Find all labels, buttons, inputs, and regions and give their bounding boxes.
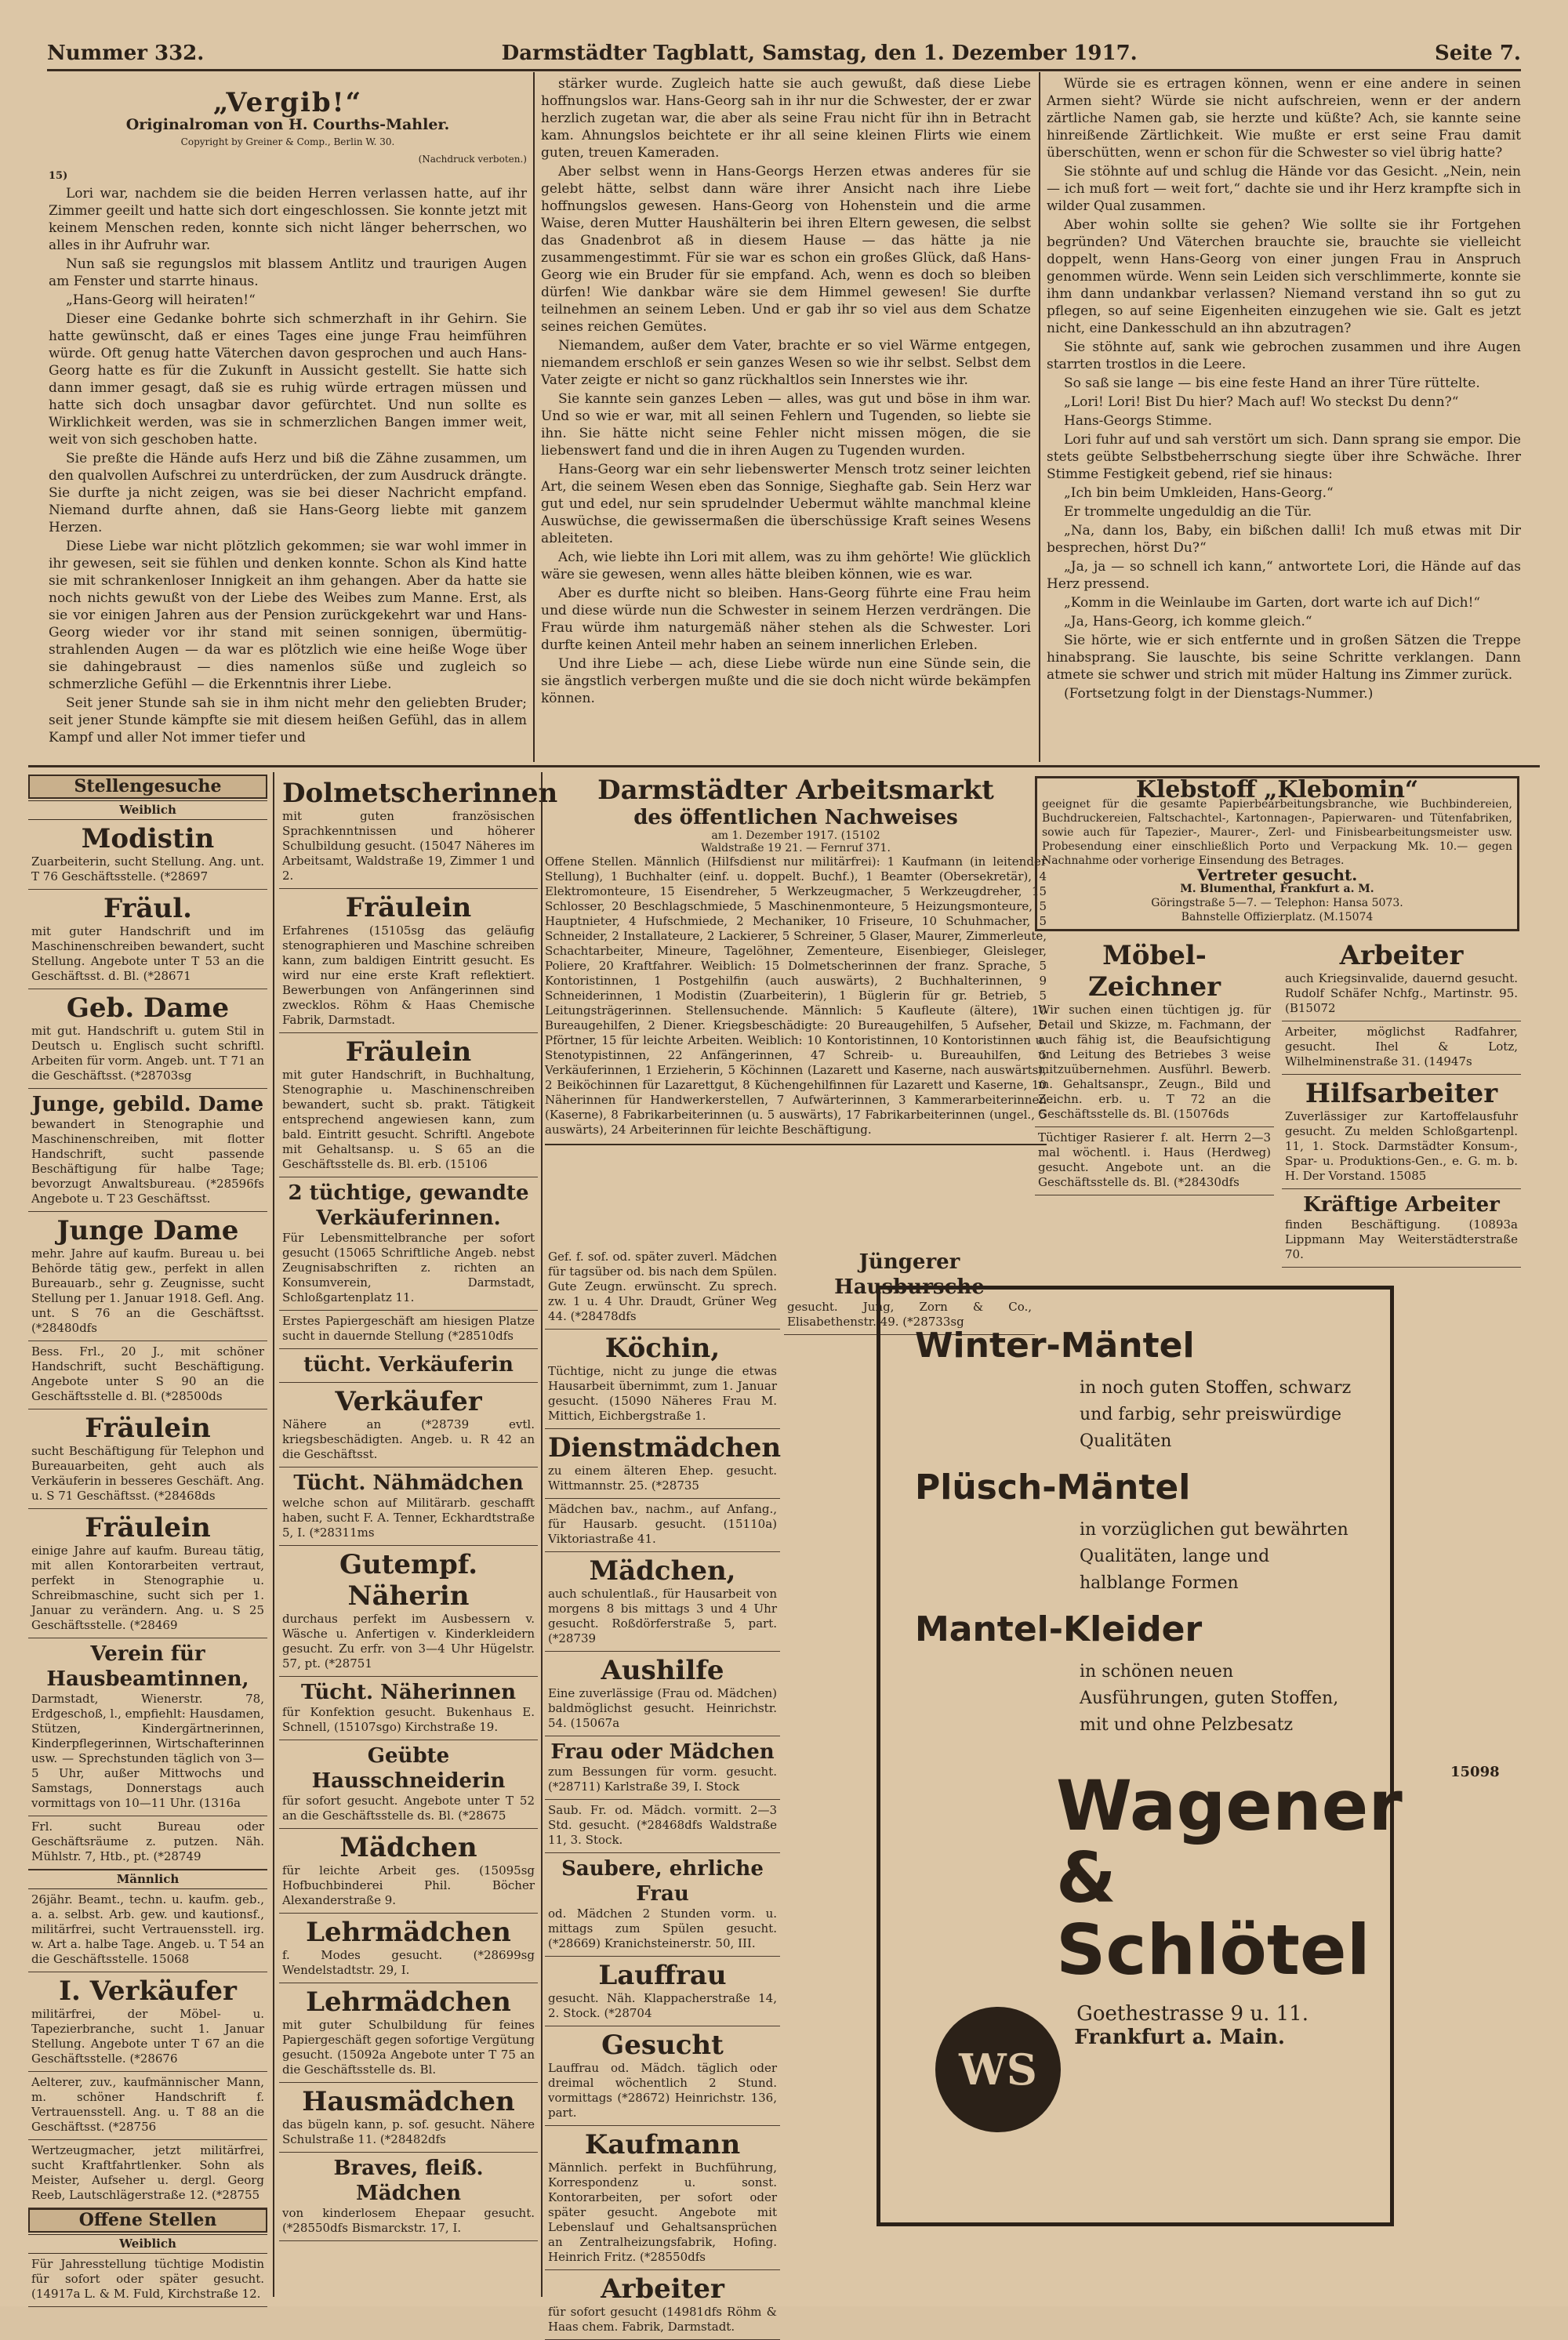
classified-ad: [279, 1740, 538, 1829]
novel-text-2: [541, 75, 1031, 707]
ad-headline: Hausmädchen: [302, 2086, 515, 2117]
ads-column-3: [545, 1246, 780, 2340]
classified-ad: [279, 1677, 538, 1740]
ad-body: Mädchen bav., nachm., auf Anfang., für Hausarb. gesucht. (15110a) Viktoriastraße 41.: [548, 1502, 777, 1546]
ad-body: Tüchtige, nicht zu junge die etwas Hausarbeit übernimmt, zum 1. Januar gesucht. (15090 Näheres Frau M. Mittich, Eichbergstraße 1.: [548, 1364, 777, 1423]
ad-headline: Arbeiter: [601, 2273, 724, 2305]
novel-paragraph: (Fortsetzung folgt in der Dienstags-Nummer.): [1064, 686, 1374, 702]
ad-body: Männlich. perfekt in Buchführung, Korrespondenz u. sonst. Kontorarbeiten, per sofort oder später gesucht. Angebote mit Lebenslauf und Gehaltsansprüchen an Zentralheizungsfabrik, Hofing. Heinrich Fritz. (*28550dfs: [548, 2160, 777, 2264]
novel-paragraph: Aber wohin sollte sie gehen? Wie sollte sie ihr Fortgehen begründen? Und Väterchen brauchte sie, brauchte sie vielleicht doppelt, wenn Hans-Georg von einer jungen Frau in Anspruch genommen würde. Wenn sein Leiden sich verschlimmerte, konnte sie ihm dann undankbar verlassen? Niemand verstand ihn so gut zu pflegen, so auf seine Eigenheiten einzugehen wie sie. Galt es jetzt nicht, eine Dankesschuld an ihn abzutragen?: [1047, 217, 1521, 336]
classified-ad: [28, 1816, 267, 1870]
classified-ad: [545, 1246, 780, 1330]
ad-headline: Jüngerer Hausbursche: [834, 1250, 985, 1299]
ad-headline: Lehrmädchen: [306, 1986, 511, 2018]
classified-ad: [545, 1957, 780, 2026]
ad-body: mit guten französischen Sprachkenntnissen und höherer Schulbildung gesucht. (15047 Näheres im Arbeitsamt, Waldstraße 19, Zimmer 1 und 2.: [282, 809, 535, 883]
klebstoff-firm-address: Göringstraße 5—7. — Telephon: Hansa 5073.: [1151, 897, 1403, 909]
klebstoff-firm: M. Blumenthal, Frankfurt a. M.: [1180, 883, 1374, 895]
ad-body: Gef. f. sof. od. später zuverl. Mädchen für tagsüber od. bis nach dem Spülen. Gute Zeugn. erwünscht. Zu sprech. zw. 1 u. 4 Uhr. Draudt, Grüner Weg 44. (*28478dfs: [548, 1250, 777, 1323]
klebstoff-body: geeignet für die gesamte Papierbearbeitungsbranche, wie Buchbindereien, Buchdruckereien, Faltschachtel-, Kartonnagen-, Papierwaren- und Tütenfabriken, sowie auch für Tapezier-, Maurer-, Zerl- und Finisbearbeitungsmeister usw. Probesendung einer einschließlich Porto und Verpackung Mk. 10.— gegen Nachnahme oder vorherige Einsendung des Betrages.: [1042, 798, 1512, 867]
ad-headline: Aushilfe: [601, 1655, 724, 1686]
novel-copyright: Copyright by Greiner & Comp., Berlin W. 30.: [180, 136, 395, 147]
ad-body: zum Bessungen für vorm. gesucht. (*28711) Karlstraße 39, I. Stock: [548, 1765, 777, 1794]
novel-paragraph: „Ja, ja — so schnell ich kann,“ antwortete Lori, die Hände auf das Herz pressend.: [1047, 559, 1521, 592]
ad-body: Aelterer, zuv., kaufmännischer Mann, m. schöner Handschrift f. Vertrauensstell. Ang. u. T 88 an die Geschäftsst. (*28756: [31, 2075, 264, 2134]
novel-paragraph: Sie hörte, wie er sich entfernte und in großen Sätzen die Treppe hinabsprang. Sie lauschte, bis seine Schritte verklangen. Dann atmete sie schwer und strich mit müder Haltung ins Zimmer zurück.: [1047, 633, 1521, 683]
novel-column-2: [541, 75, 1031, 709]
ad-headline: Fräulein: [345, 892, 472, 923]
ad-headline: Lauffrau: [598, 1960, 727, 1991]
ad-headline: Köchin,: [604, 1333, 720, 1364]
mantel-city: Frankfurt a. Main.: [1074, 2026, 1285, 2049]
ad-body: od. Mädchen 2 Stunden vorm. u. mittags zum Spülen gesucht. (*28669) Kranichsteinerstr. 50, III.: [548, 1906, 777, 1950]
ad-list-weiblich: [28, 820, 267, 1870]
ad-body: für Konfektion gesucht. Bukenhaus E. Schnell, (15107sgo) Kirchstraße 19.: [282, 1705, 535, 1734]
ad-headline: Tücht. Nähmädchen: [293, 1471, 524, 1495]
ad-body: gesucht. Näh. Klappacherstraße 14, 2. Stock. (*28704: [548, 1991, 777, 2020]
novel-title-block: [49, 87, 527, 168]
ad-body: zu einem älteren Ehep. gesucht. Wittmannstr. 25. (*28735: [548, 1464, 777, 1493]
column-rule: [1039, 72, 1040, 762]
classified-ad: [279, 1177, 538, 1311]
page-number: Seite 7.: [1435, 42, 1521, 65]
ad-body: für sofort gesucht (14981dfs Röhm & Haas chem. Fabrik, Darmstadt.: [548, 2305, 777, 2334]
novel-paragraph: Er trommelte ungeduldig an die Tür.: [1064, 504, 1312, 520]
ad-body: gesucht. Jung, Zorn & Co., Elisabethenstr. 49. (*28733sg: [787, 1300, 1032, 1329]
novel-column-3: [1047, 75, 1521, 704]
ad-body: militärfrei, der Möbel- u. Tapezierbranche, sucht 1. Januar Stellung. Angebote unter T 67 an die Geschäftsstelle. (*28676: [31, 2007, 264, 2066]
ad-headline: Hilfsarbeiter: [1305, 1078, 1498, 1109]
novel-reprint: (Nachdruck verboten.): [418, 154, 527, 165]
ad-headline: Junge Dame: [56, 1215, 239, 1246]
ad-body: für sofort gesucht. Angebote unter T 52 an die Geschäftsstelle ds. Bl. (*28675: [282, 1794, 535, 1823]
classified-ad: [279, 2153, 538, 2241]
section-offene-stellen: Offene Stellen: [28, 2208, 267, 2233]
classified-ad: [279, 1033, 538, 1177]
novel-paragraph: Sie preßte die Hände aufs Herz und biß die Zähne zusammen, um den qualvollen Aufschrei zu unterdrücken, der zum Ausdruck drängte. Sie durfte ja nicht zeigen, was sie bei dieser Nachricht empfand. Niemand durfte ahnen, daß sie Hans-Georg liebte mit ganzem Herzen.: [49, 451, 527, 535]
klebstoff-vertreter: Vertreter gesucht.: [1196, 865, 1358, 884]
classified-ad: [279, 1311, 538, 1349]
novel-paragraph: Nun saß sie regungslos mit blassem Antlitz und traurigen Augen am Fenster und starrte hinaus.: [49, 256, 527, 289]
page-header: [47, 38, 1521, 71]
ad-headline: Mädchen,: [589, 1555, 736, 1587]
ad-body: durchaus perfekt im Ausbessern v. Wäsche u. Anfertigen v. Kinderkleidern gesucht. Zu erfr. von 3—4 Uhr Hügelstr. 57, pt. (*28751: [282, 1612, 535, 1671]
section-stellengesuche: Stellengesuche: [28, 775, 267, 799]
ad-body: mit guter Handschrift und im Maschinenschreiben bewandert, sucht Stellung. Angebote unter T 53 an die Geschäftsst. d. Bl. (*28671: [31, 924, 264, 983]
market-title: Darmstädter Arbeitsmarkt: [597, 775, 994, 806]
classified-ad: [28, 890, 267, 989]
novel-paragraph: „Hans-Georg will heiraten!“: [66, 292, 256, 308]
ad-headline: Verein für Hausbeamtinnen,: [46, 1642, 249, 1691]
klebstoff-branch: Bahnstelle Offizierplatz. (M.15074: [1181, 911, 1374, 923]
ad-headline: Tücht. Näherinnen: [301, 1681, 516, 1704]
novel-paragraph: „Ja, Hans-Georg, ich komme gleich.“: [1064, 614, 1312, 629]
ad-headline: Dienstmädchen: [548, 1432, 782, 1464]
ad-headline: Kaufmann: [584, 2129, 741, 2160]
classified-ad: [1282, 1189, 1521, 1268]
novel-paragraph: Lori fuhr auf und sah verstört um sich. Dann sprang sie empor. Die stets geübte Selbstbeherrschung siegte über ihre Schwäche. Ihrer Stimme Festigkeit gebend, rief sie hinaus:: [1047, 432, 1521, 482]
ad-headline: Geb. Dame: [66, 992, 230, 1024]
ad-body: mit guter Schulbildung für feines Papiergeschäft gegen sofortige Vergütung gesucht. (15092a Angebote unter T 75 an die Geschäftsstelle ds. Bl.: [282, 2018, 535, 2077]
ad-headline: Junge, gebild. Dame: [31, 1093, 264, 1116]
market-address: Waldstraße 19 21. — Fernruf 371.: [701, 842, 891, 854]
classified-ad: [28, 1889, 267, 1972]
novel-paragraph: Seit jener Stunde sah sie in ihm nicht mehr den geliebten Bruder; seit jener Stunde kämpfte sie mit diesem heißen Gefühl, das in allem Kampf und aller Not immer tiefer und: [49, 695, 527, 746]
novel-paragraph: stärker wurde. Zugleich hatte sie auch gewußt, daß diese Liebe hoffnungslos war. Hans-Georg sah in ihr nur die Schwester, der er zwar herzlich zugetan war, die aber als seine Frau nicht für ihn in Betracht kam. Ahnungslos beichtete er ihr all seine kleinen Flirts wie einem guten, treuen Kameraden.: [541, 76, 1031, 161]
ad-body: von kinderlosem Ehepaar gesucht. (*28550dfs Bismarckstr. 17, I.: [282, 2206, 535, 2235]
ad-body: Tüchtiger Rasierer f. alt. Herrn 2—3 mal wöchentl. i. Haus (Herdweg) gesucht. Angebote unt. an die Geschäftsstelle ds. Bl. (*28430dfs: [1038, 1130, 1271, 1189]
mantel-address: Goethestrasse 9 u. 11.: [1076, 2002, 1308, 2026]
classified-ad: [279, 1349, 538, 1383]
classified-ad: [545, 1499, 780, 1552]
novel-paragraph: Sie stöhnte auf, sank wie gebrochen zusammen und ihre Augen starrten trostlos in die Leere.: [1047, 339, 1521, 372]
ad-body: bewandert in Stenographie und Maschinenschreiben, mit flotter Handschrift, sucht passende Beschäftigung für halbe Tage; bevorzugt Anwaltsbureau. (*28596fs Angebote u. T 23 Geschäftsst.: [31, 1117, 264, 1206]
ad-body: Lauffrau od. Mädch. täglich oder dreimal wöchentlich 2 Stund. vormittags (*28672) Heinrichstr. 136, part.: [548, 2061, 777, 2120]
ads-column-2: [279, 775, 558, 2241]
novel-paragraph: „Ich bin beim Umkleiden, Hans-Georg.“: [1064, 485, 1334, 501]
mantel-heading-kleider: Mantel-Kleider: [915, 1609, 1203, 1649]
ad-headline: Mädchen: [339, 1832, 477, 1863]
classified-ad: [545, 1800, 780, 1853]
ad-body: Darmstadt, Wienerstr. 78, Erdgeschoß, l., empfiehlt: Hausdamen, Stützen, Kindergärtnerinnen, Kinderpflegerinnen, Wirtschafterinnen usw. — Sprechstunden täglich von 3—5 Uhr, außer Mittwochs und Samstags, Donnerstags auch vormittags von 10—11 Uhr. (1316a: [31, 1692, 264, 1810]
ad-body: Saub. Fr. od. Mädch. vormitt. 2—3 Std. gesucht. (*28468dfs Waldstraße 11, 3. Stock.: [548, 1803, 777, 1847]
ad-headline: Verkäufer: [335, 1386, 482, 1417]
ad-body: Für Jahresstellung tüchtige Modistin für sofort oder später gesucht. (14917a L. & M. Fuld, Kirchstraße 12.: [31, 2257, 264, 2301]
ad-body: Wir suchen einen tüchtigen jg. für Detail und Skizze, m. Fachmann, der auch fähig ist, die Beaufsichtigung und Leitung des Betriebes 3 weise mitzuübernehmen. Ausführl. Bewerb. m. Gehaltsanspr., Zeugn., Bild und Zeichn. erb. u. T 72 an die Geschäftsstelle ds. Bl. (15076ds: [1038, 1003, 1271, 1121]
novel-paragraph: Dieser eine Gedanke bohrte sich schmerzhaft in ihr Gehirn. Sie hatte gewünscht, daß er eines Tages eine junge Frau heimführen würde. Oft genug hatte Väterchen davon gesprochen und auch Hans-Georg hatte es für die Zukunft in Aussicht gestellt. Sie hatte sich dann immer gesagt, daß sie es ruhig würde ertragen müssen und hatte sich doch unsagbar davor gefürchtet. Und nun sollte es Wirklichkeit werden, was sie in schmerzlichen Bangen immer weit, weit von sich geschoben hatte.: [49, 311, 527, 448]
ad-body: Erstes Papiergeschäft am hiesigen Platze sucht in dauernde Stellung (*28510dfs: [282, 1314, 535, 1343]
classified-ad: [545, 2026, 780, 2126]
classified-ad: [545, 2126, 780, 2270]
ad-headline: Möbel-Zeichner: [1087, 940, 1221, 1003]
ad-headline: Fräulein: [345, 1036, 472, 1068]
market-date: am 1. Dezember 1917. (15102: [711, 829, 880, 842]
mantel-heading-winter: Winter-Mäntel: [915, 1326, 1195, 1366]
ad-body: 26jähr. Beamt., techn. u. kaufm. geb., a. a. selbst. Arb. gew. und kautionsf., militärfrei, sucht Vertrauensstell. irg. w. Art a. halbe Tage. Angeb. u. T 54 an die Geschäftsstelle. 15068: [31, 1892, 264, 1966]
novel-paragraph: Sie stöhnte auf und schlug die Hände vor das Gesicht. „Nein, nein — ich muß fort — weit fort,“ dachte sie und ihr Herz krampfte sich in wilder Qual zusammen.: [1047, 164, 1521, 214]
classified-ad: [545, 1652, 780, 1736]
paper-title: Darmstädter Tagblatt, Samstag, den 1. Dezember 1917.: [501, 42, 1138, 65]
ad-body: einige Jahre auf kaufm. Bureau tätig, mit allen Kontorarbeiten vertraut, perfekt in Stenographie u. Schreibmaschine, sucht sich per 1. Januar zu verändern. Ang. u. S 25 Geschäftsstelle. (*28469: [31, 1544, 264, 1632]
ad-headline: Kräftige Arbeiter: [1303, 1193, 1500, 1217]
novel-paragraph: Aber selbst wenn in Hans-Georgs Herzen etwas anderes für sie gelebt hätte, selbst dann wäre ihrer Ansicht nach ihre Liebe hoffnungslos gewesen. Hans-Georg von Hohenstein und die arme Waise, deren Mutter Haushälterin bei ihren Eltern gewesen, die selbst das Gnadenbrot aß in diesem Hause — das hätte ja nie zusammengestimmt. Für sie war es schon ein großes Glück, daß Hans-Georg wie ein Bruder für sie empfand. Ach, wenn es doch so bleiben dürfen! Wie dankbar wäre sie dem Himmel gewesen! Sie durfte teilnehmen an seinem Leben. Und er gab ihr so viel aus dem Schatze seines reichen Gemütes.: [541, 164, 1031, 335]
brand-wagener: Wagener: [1056, 1765, 1403, 1846]
mantel-text-winter: in noch guten Stoffen, schwarz und farbig, sehr preiswürdige Qualitäten: [1080, 1378, 1352, 1451]
klebstoff-title: Klebstoff „Klebomin“: [1135, 776, 1419, 804]
ad-headline: I. Verkäufer: [59, 1975, 237, 2007]
classified-ad: [1035, 937, 1274, 1127]
classified-ad: [279, 1914, 538, 1983]
ad-body: Erfahrenes (15105sg das geläufig stenographieren und Maschine schreiben kann, zum baldigen Eintritt gesucht. Es wird nur eine erste Kraft reflektiert. Bewerbungen von Anfängerinnen sind zwecklos. Röhm & Haas Chemische Fabrik, Darmstadt.: [282, 923, 535, 1027]
classified-ad: [28, 2140, 267, 2208]
ad-headline: Geübte Hausschneiderin: [311, 1744, 506, 1793]
classified-ad: [545, 1736, 780, 1800]
novel-paragraph: „Komm in die Weinlaube im Garten, dort warte ich auf Dich!“: [1064, 595, 1481, 611]
classified-ad: [28, 1972, 267, 2072]
classified-ad: [279, 1467, 538, 1546]
ad-body: auch schulentlaß., für Hausarbeit von morgens 8 bis mittags 3 und 4 Uhr gesucht. Roßdörferstraße 5, part. (*28739: [548, 1587, 777, 1645]
ad-headline: Braves, fleiß. Mädchen: [333, 2157, 484, 2205]
novel-paragraph: So saß sie lange — bis eine feste Hand an ihrer Türe rüttelte.: [1064, 375, 1480, 391]
classified-ad: [279, 2083, 538, 2153]
classified-ad: [545, 1330, 780, 1429]
ad-headline: Lehrmädchen: [306, 1917, 511, 1948]
classified-ad: [279, 1829, 538, 1914]
ad-list-maennlich: [28, 1889, 267, 2208]
classified-ad: [279, 889, 538, 1033]
ad-headline: Fräulein: [85, 1413, 211, 1444]
ad-list-offene: [28, 2254, 267, 2307]
ad-body: Nähere an (*28739 evtl. kriegsbeschädigten. Angeb. u. R 42 an die Geschäftsst.: [282, 1417, 535, 1461]
section-divider: [28, 765, 1540, 767]
novel-paragraph: Niemandem, außer dem Vater, brachte er so viel Wärme entgegen, niemandem erschloß er sein ganzes Wesen so wie ihr selbst. Selbst dem Vater zeigte er nicht so ganz rückhaltlos sein Innerstes wie ihr.: [541, 338, 1031, 388]
classified-ad: [28, 2072, 267, 2140]
ad-body: Für Lebensmittelbranche per sofort gesucht (15065 Schriftliche Angeb. nebst Zeugnisabschriften z. richten an Konsumverein, Darmstadt, Schloßgartenplatz 11.: [282, 1231, 535, 1304]
ad-body: Bess. Frl., 20 J., mit schöner Handschrift, sucht Beschäftigung. Angebote unter S 90 an die Geschäftsstelle d. Bl. (*28500ds: [31, 1344, 264, 1403]
classified-ad: [1035, 1127, 1274, 1195]
column-rule: [541, 772, 543, 2297]
ad-list-col2: [279, 775, 558, 2241]
brand-schloetel: & Schlötel: [1056, 1838, 1370, 1990]
ad-body: Arbeiter, möglichst Radfahrer, gesucht. Ihel & Lotz, Wilhelminenstraße 31. (14947s: [1285, 1025, 1518, 1068]
classified-ad: [28, 989, 267, 1089]
ad-body: das bügeln kann, p. sof. gesucht. Nähere Schulstraße 11. (*28482dfs: [282, 2117, 535, 2146]
ad-headline: Fräul.: [103, 893, 192, 924]
novel-column-1: [49, 78, 527, 748]
ad-headline: 2 tüchtige, gewandte Verkäuferinnen.: [288, 1181, 529, 1230]
column-rule: [533, 72, 535, 762]
novel-subtitle: Originalroman von H. Courths-Mahler.: [125, 116, 450, 133]
chapter-number: 15): [49, 170, 68, 182]
ad-body: Frl. sucht Bureau oder Geschäftsräume z. putzen. Näh. Mühlstr. 7, Htb., pt. (*28749: [31, 1819, 264, 1863]
ad-body: mit gut. Handschrift u. gutem Stil in Deutsch u. Englisch sucht schriftl. Arbeiten für vorm. Angeb. unt. T 71 an die Geschäftsst. (*28703sg: [31, 1024, 264, 1083]
classified-ad: [1282, 1075, 1521, 1189]
novel-paragraph: Aber es durfte nicht so bleiben. Hans-Georg führte eine Frau heim und diese würde nun die Schwester in seinem Herzen verdrängen. Die Frau würde ihm naturgemäß näher stehen als die Schwester. Lori durfte keinen Anteil mehr haben an seinem innerlichen Erleben.: [541, 586, 1031, 653]
ad-body: auch Kriegsinvalide, dauernd gesucht. Rudolf Schäfer Nchfg., Martinstr. 95. (B15072: [1285, 971, 1518, 1015]
ad-headline: Frau oder Mädchen: [550, 1740, 775, 1764]
novel-title: „Vergib!“: [212, 87, 363, 118]
ad-headline: Saubere, ehrliche Frau: [561, 1857, 764, 1906]
ad-body: welche schon auf Militärarb. geschafft haben, sucht F. A. Tenner, Eckhardtstraße 5, I. (*28311ms: [282, 1496, 535, 1540]
subsection-maennlich: Männlich: [28, 1870, 267, 1889]
classified-ad: [279, 1546, 538, 1677]
ad-headline: Fräulein: [85, 1512, 211, 1544]
ad-body: mehr. Jahre auf kaufm. Bureau u. bei Behörde tätig gew., perfekt in allen Bureauarb., sehr g. Zeugnisse, sucht Stellung per 1. Januar 1918. Gefl. Ang. unt. S 76 an die Geschäftsst. (*28480dfs: [31, 1246, 264, 1335]
novel-paragraph: Lori war, nachdem sie die beiden Herren verlassen hatte, auf ihr Zimmer geeilt und hatte sich dort eingeschlossen. Sie konnte jetzt mit keinem Menschen reden, konnte sich nicht länger beherrschen, wo alles in ihr Aufruhr war.: [49, 186, 527, 253]
subsection-weiblich: Weiblich: [28, 800, 267, 820]
classified-ad: [28, 1089, 267, 1212]
ad-body: finden Beschäftigung. (10893a Lippmann May Weiterstädterstraße 70.: [1285, 1217, 1518, 1261]
novel-paragraph: Diese Liebe war nicht plötzlich gekommen; sie war wohl immer in ihr gewesen, seit sie fühlen und denken konnte. Schon als Kind hatte sie mit schrankenloser Innigkeit an ihm gehangen. Aber da hatte sie noch nichts gewußt von der Liebe des Weibes zum Manne. Erst, als sie vor einigen Jahren aus der Pension zurückgekehrt war und Hans-Georg wieder vor ihr stand mit seinen sonnigen, übermütig-strahlenden Augen — da war es plötzlich wie eine heiße Woge über sie dahingebraust — dies namenlos süße und zugleich so schmerzliche Gefühl — die Erkenntnis ihrer Liebe.: [49, 539, 527, 692]
novel-paragraph: Ach, wie liebte ihn Lori mit allem, was zu ihm gehörte! Wie glücklich wäre sie gewesen, wenn alles hätte bleiben können, wie es war.: [541, 550, 1031, 582]
issue-number: Nummer 332.: [47, 42, 205, 65]
classified-ad: [545, 1853, 780, 1957]
classified-ad: [1282, 937, 1521, 1021]
company-logo: WS: [935, 2007, 1061, 2132]
classified-ad: [545, 1429, 780, 1499]
ad-body: Zuarbeiterin, sucht Stellung. Ang. unt. T 76 Geschäftsstelle. (*28697: [31, 854, 264, 883]
novel-text-1: [49, 185, 527, 746]
mantel-ad: [877, 1286, 1403, 2226]
ad-body: für leichte Arbeit ges. (15095sg Hofbuchbinderei Phil. Böcher Alexanderstraße 9.: [282, 1863, 535, 1907]
ad-headline: Arbeiter: [1339, 940, 1464, 971]
classified-ad: [28, 820, 267, 890]
ad-list-right: [1035, 937, 1521, 1268]
novel-paragraph: Würde sie es ertragen können, wenn er eine andere in seinen Armen sieht? Würde sie nicht aufschreien, wenn er der andern zärtliche Namen gab, sie herzte und küßte? Ach, sie kannte seine hinreißende Zärtlichkeit. Wie mußte er erst seine Frau damit überschütten, wenn er schon für die Schwester so viel übrig hatte?: [1047, 76, 1521, 161]
classified-ad: [279, 1983, 538, 2083]
novel-paragraph: Und ihre Liebe — ach, diese Liebe würde nun eine Sünde sein, die sie ängstlich verbergen mußte und die sie doch nicht würde bekämpfen können.: [541, 656, 1031, 706]
ad-body: mit guter Handschrift, in Buchhaltung, Stenographie u. Maschinenschreiben bewandert, sucht sb. prakt. Tätigkeit entsprechend angewiesen kann, zum bald. Eintritt gesucht. Schriftl. Angebote mit Gehaltsansp. u. S 65 an die Geschäftsstelle ds. Bl. erb. (15106: [282, 1068, 535, 1171]
novel-paragraph: „Na, dann los, Baby, ein bißchen dalli! Ich muß etwas mit Dir besprechen, hörst Du?“: [1047, 523, 1521, 556]
ad-body: sucht Beschäftigung für Telephon und Bureauarbeiten, geht auch als Verkäuferin in besseres Geschäft. Ang. u. S 71 Geschäftsst. (*28468ds: [31, 1444, 264, 1503]
novel-paragraph: Hans-Georgs Stimme.: [1064, 413, 1213, 429]
ad-headline: Modistin: [81, 823, 215, 854]
mantel-heading-pluesch: Plüsch-Mäntel: [915, 1467, 1191, 1507]
classified-ad: [28, 1341, 267, 1409]
ads-column-right: [1035, 937, 1521, 1268]
classified-ad: [28, 1409, 267, 1509]
arbeitsmarkt-notice: [545, 775, 1047, 1145]
ads-column-1: [28, 775, 267, 2307]
ad-code: 15098: [1450, 1764, 1500, 1780]
novel-paragraph: Sie kannte sein ganzes Leben — alles, was gut und böse in ihm war. Und so wie er war, mit all seinen Fehlern und Tugenden, so liebte sie ihn. Sie hätte nicht seine Fehler nicht missen mögen, die sie liebenswert fand und die in ihren Augen zu Tugenden wurden.: [541, 391, 1031, 459]
column-rule: [273, 772, 274, 2297]
klebstoff-ad: [1035, 776, 1519, 931]
ad-headline: Dolmetscherinnen: [282, 778, 558, 809]
classified-ad: [279, 1383, 538, 1467]
subsection-weiblich-2: Weiblich: [28, 2234, 267, 2254]
mantel-text-kleider: in schönen neuen Ausführungen, guten Stoffen, mit und ohne Pelzbesatz: [1080, 1662, 1339, 1735]
classified-ad: [545, 2270, 780, 2340]
mantel-text-pluesch: in vorzüglichen gut bewährten Qualitäten, lange und halblange Formen: [1080, 1520, 1348, 1593]
ad-list-col3: [545, 1246, 780, 2340]
classified-ad: [28, 2254, 267, 2307]
classified-ad: [28, 1212, 267, 1341]
ad-headline: tücht. Verkäuferin: [303, 1353, 514, 1377]
market-body: Offene Stellen. Männlich (Hilfsdienst nur militärfrei): 1 Kaufmann (in leitender Stellung), 1 Buchhalter (einf. u. doppelt. Buchf.), 1 Beamter (Obersekretär), 4 Elektromonteure, 15 Eisendreher, 5 Werkzeugmacher, 5 Werkzeugdreher, 15 Schlosser, 20 Beschlagschmiede, 5 Maschinenmonteure, 5 Heizungsmonteure, 5 Hauptnieter, 4 Hufschmiede, 2 Mechaniker, 10 Friseure, 10 Schuhmacher, 5 Schneider, 2 Installateure, 2 Lackierer, 5 Schreiner, 5 Glaser, Maurer, Zimmerleute, Schachtarbeiter, Mineure, Tagelöhner, Zementeure, Eisenbieger, Gleisleger, Poliere, 20 Kraftfahrer. Weiblich: 15 Dolmetscherinnen der franz. Sprache, 5 Kontoristinnen, 1 Postgehilfin (auch auswärts), 2 Buchhalterinnen, 9 Schneiderinnen, 1 Modistin (Zuarbeiterin), 1 Büglerin für gr. Betrieb, 5 Leitungsträgerinnen. Stellensuchende. Männlich: 5 Kaufleute (ältere), 10 Bureaugehilfen, 2 Diener. Kriegsbeschädigte: 20 Bureaugehilfen, 5 Aufseher, 5 Pförtner, 15 für leichte Arbeiten. Weiblich: 10 Kontoristinnen, 10 Kontoristinnen u. Stenotypistinnen, 22 Anfängerinnen, 47 Schreib- u. Bureauhilfen, 5 Verkäuferinnen, 1 Erzieherin, 5 Köchinnen (Lazarett und Kaserne, nach auswärts), 2 Beiköchinnen für Lazarettgut, 8 Küchengehilfinnen für Lazarett und Kaserne, 10 Näherinnen für Handwerkerstellen, 7 Aufwärterinnen, 3 Kammerarbeiterinnen (Kaserne), 8 Fabrikarbeiterinnen (u. 5 auswärts), 17 Fabrikarbeiterinnen (ungel., 5 auswärts), 24 Arbeiterinnen für leichte Beschäftigung.: [545, 854, 1047, 1145]
novel-paragraph: Hans-Georg war ein sehr liebenswerter Mensch trotz seiner leichten Art, die seinem Wesen eben das Sonnige, Sieghafte gab. Sein Herz war gut und edel, nur sein sprudelnder Uebermut wählte manchmal kleine Auswüchse, die gewissermaßen die überschüssige Kraft seines Wesens ableiteten.: [541, 462, 1031, 546]
ad-headline: Gesucht: [601, 2030, 724, 2061]
novel-text-3: [1047, 75, 1521, 702]
ad-body: Zuverlässiger zur Kartoffelausfuhr gesucht. Zu melden Schloßgartenpl. 11, 1. Stock. Darmstädter Konsum-, Spar- u. Produktions-Gen., e. G. m. b. H. Der Vorstand. 15085: [1285, 1109, 1518, 1183]
classified-ad: [545, 1552, 780, 1652]
classified-ad: [1282, 1021, 1521, 1075]
classified-ad: [279, 775, 558, 889]
ad-headline: Gutempf. Näherin: [339, 1549, 478, 1612]
novel-paragraph: „Lori! Lori! Bist Du hier? Mach auf! Wo steckst Du denn?“: [1064, 394, 1459, 410]
ad-body: Eine zuverlässige (Frau od. Mädchen) baldmöglichst gesucht. Heinrichstr. 54. (15067a: [548, 1686, 777, 1730]
ad-body: f. Modes gesucht. (*28699sg Wendelstadtstr. 29, I.: [282, 1948, 535, 1977]
classified-ad: [28, 1509, 267, 1638]
ad-body: Wertzeugmacher, jetzt militärfrei, sucht Kraftfahrtlenker. Sohn als Meister, Aufseher u. dergl. Georg Reeb, Lautschlägerstraße 12. (*28755: [31, 2143, 264, 2202]
market-subtitle: des öffentlichen Nachweises: [633, 806, 958, 829]
classified-ad: [28, 1638, 267, 1816]
